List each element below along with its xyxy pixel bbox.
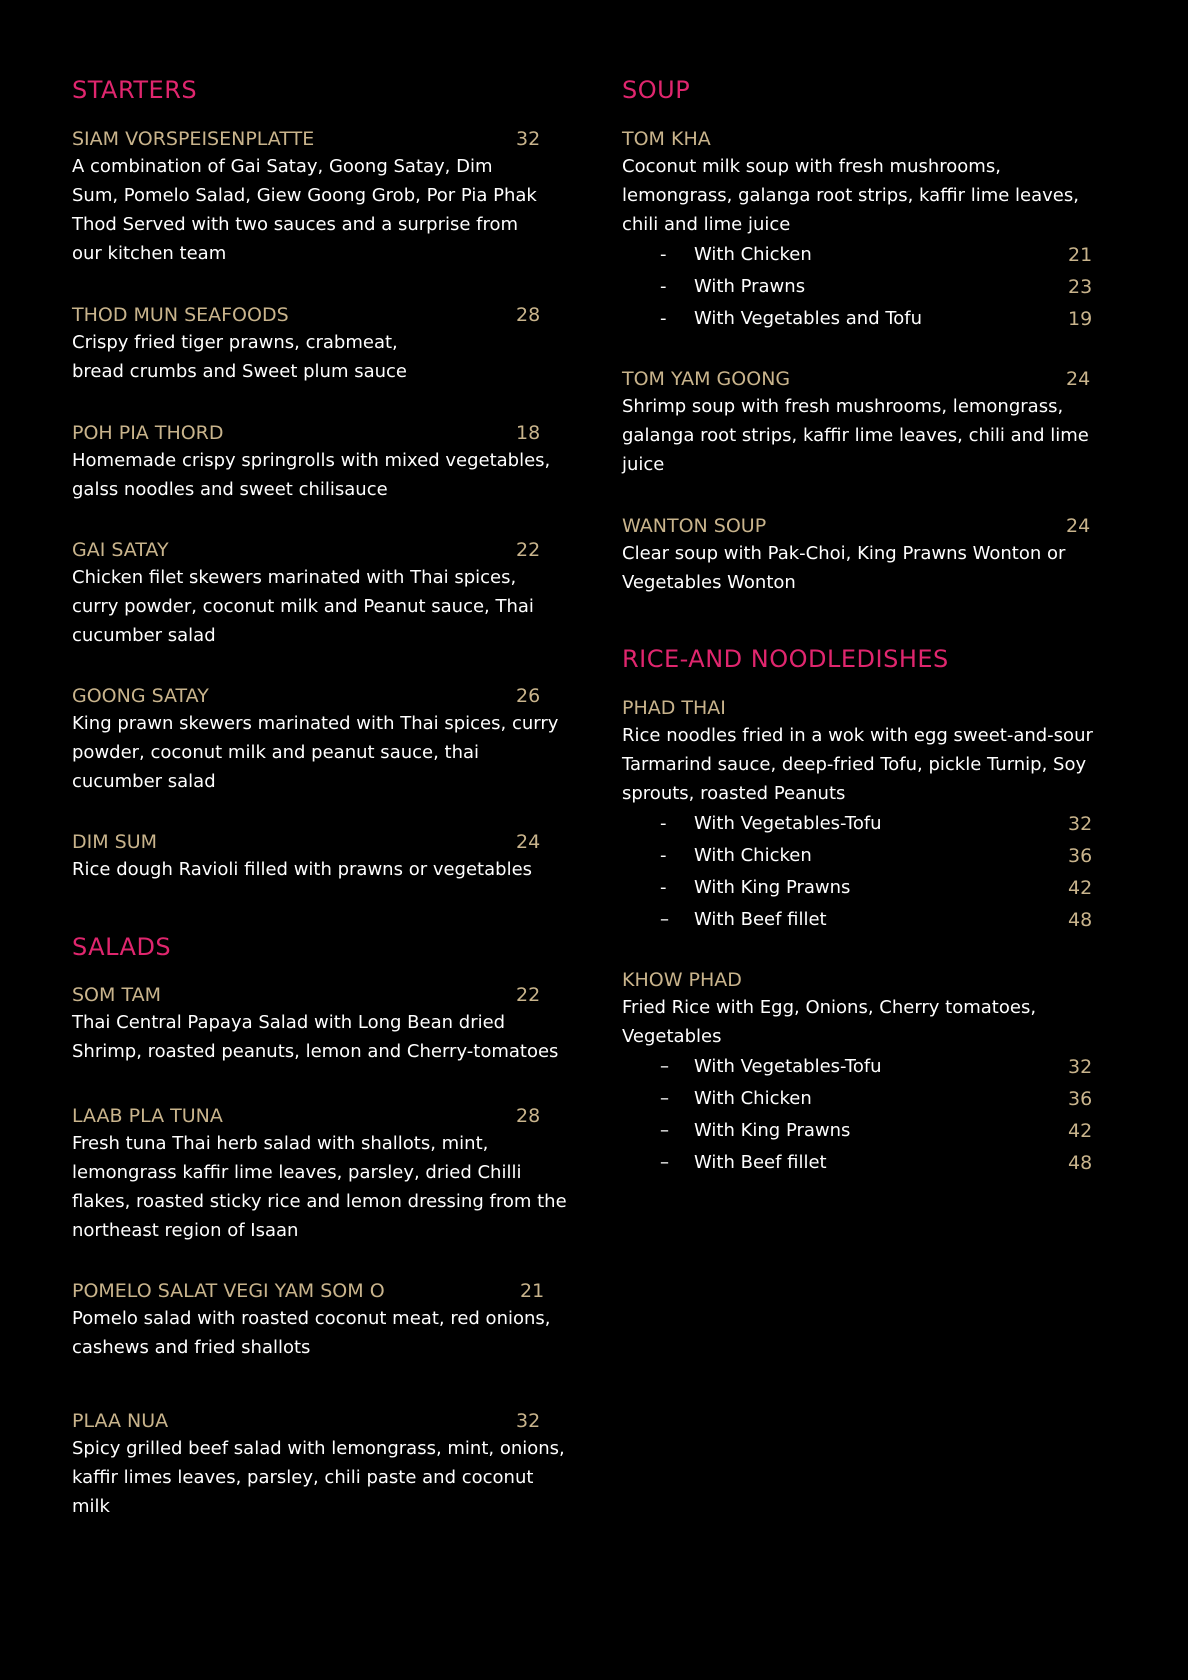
variant-row — [622, 303, 1102, 335]
variant-dash: - — [660, 845, 667, 866]
variant-price: 36 — [1068, 1088, 1093, 1110]
item-price: 18 — [516, 422, 541, 444]
menu-item — [72, 829, 572, 884]
variant-dash: - — [660, 813, 667, 834]
variant-label: With Vegetables-Tofu — [694, 1056, 882, 1077]
item-description: Rice dough Ravioli filled with prawns or vegetables — [72, 859, 533, 880]
item-name: SOM TAM — [72, 984, 161, 1006]
menu-item — [72, 420, 572, 504]
menu-item — [72, 302, 572, 386]
item-name: GAI SATAY — [72, 539, 169, 561]
item-price: 22 — [516, 984, 541, 1006]
menu-item — [72, 126, 572, 268]
item-name: WANTON SOUP — [622, 515, 767, 537]
item-description: Spicy grilled beef salad with lemongrass, mint, onions, kaffir limes leaves, parsley, chili paste and coconut milk — [72, 1438, 565, 1517]
variant-label: With Chicken — [694, 1088, 812, 1109]
item-description: Fresh tuna Thai herb salad with shallots, mint, lemongrass kaffir lime leaves, parsley, dried Chilli flakes, roasted sticky rice and lemon dressing from the northeast region of Isaan — [72, 1133, 567, 1241]
variant-row — [622, 271, 1102, 303]
variant-price: 32 — [1068, 813, 1093, 835]
variant-dash: – — [660, 1088, 669, 1109]
item-name: GOONG SATAY — [72, 685, 209, 707]
variant-row — [622, 1115, 1102, 1147]
item-price: 24 — [1066, 515, 1091, 537]
variant-row — [622, 1051, 1102, 1083]
variant-price: 23 — [1068, 276, 1093, 298]
item-price: 32 — [516, 1410, 541, 1432]
variant-dash: – — [660, 1056, 669, 1077]
item-description: A combination of Gai Satay, Goong Satay, Dim Sum, Pomelo Salad, Giew Goong Grob, Por Pia Phak Thod Served with two sauces and a surprise from our kitchen team — [72, 156, 537, 264]
variant-price: 42 — [1068, 877, 1093, 899]
variant-label: With Vegetables and Tofu — [694, 308, 923, 329]
menu-item — [72, 683, 572, 796]
variant-dash: – — [660, 909, 669, 930]
section-title-starters: STARTERS — [72, 76, 198, 104]
variant-price: 32 — [1068, 1056, 1093, 1078]
item-price: 24 — [516, 831, 541, 853]
variant-price: 36 — [1068, 845, 1093, 867]
item-name: TOM YAM GOONG — [622, 368, 791, 390]
variant-price: 48 — [1068, 909, 1093, 931]
variant-row — [622, 872, 1102, 904]
variant-price: 48 — [1068, 1152, 1093, 1174]
variant-dash: – — [660, 1152, 669, 1173]
item-name: PLAA NUA — [72, 1410, 169, 1432]
item-price: 24 — [1066, 368, 1091, 390]
item-description: Crispy fried tiger prawns, crabmeat, bread crumbs and Sweet plum sauce — [72, 332, 407, 382]
variant-row — [622, 239, 1102, 271]
item-description: Chicken filet skewers marinated with Thai spices, curry powder, coconut milk and Peanut sauce, Thai cucumber salad — [72, 567, 534, 646]
variant-dash: – — [660, 1120, 669, 1141]
item-description: Homemade crispy springrolls with mixed vegetables, galss noodles and sweet chilisauce — [72, 450, 551, 500]
variant-price: 21 — [1068, 244, 1093, 266]
variant-label: With Chicken — [694, 244, 812, 265]
menu-item — [72, 1408, 572, 1521]
item-name: POMELO SALAT VEGI YAM SOM O — [72, 1280, 385, 1302]
variant-price: 42 — [1068, 1120, 1093, 1142]
variant-label: With Beef fillet — [694, 1152, 827, 1173]
variant-label: With King Prawns — [694, 1120, 851, 1141]
section-title-rice-noodles: RICE-AND NOODLEDISHES — [622, 645, 949, 673]
item-name: LAAB PLA TUNA — [72, 1105, 223, 1127]
variant-row — [622, 808, 1102, 840]
item-price: 28 — [516, 1105, 541, 1127]
variant-row — [622, 904, 1102, 936]
item-description: Coconut milk soup with fresh mushrooms, lemongrass, galanga root strips, kaffir lime leaves, chili and lime juice — [622, 156, 1079, 235]
menu-item — [72, 537, 572, 650]
item-price: 32 — [516, 128, 541, 150]
item-name: POH PIA THORD — [72, 422, 224, 444]
variant-dash: - — [660, 276, 667, 297]
section-title-salads: SALADS — [72, 933, 172, 961]
variant-label: With Beef fillet — [694, 909, 827, 930]
item-description: King prawn skewers marinated with Thai spices, curry powder, coconut milk and peanut sauce, thai cucumber salad — [72, 713, 559, 792]
menu-item — [622, 967, 1102, 1179]
item-description: Thai Central Papaya Salad with Long Bean dried Shrimp, roasted peanuts, lemon and Cherry-tomatoes — [72, 1012, 559, 1062]
menu-item — [72, 1103, 572, 1245]
variant-dash: - — [660, 244, 667, 265]
item-name: DIM SUM — [72, 831, 158, 853]
menu-item — [72, 982, 572, 1066]
item-description: Shrimp soup with fresh mushrooms, lemongrass, galanga root strips, kaffir lime leaves, chili and lime juice — [622, 396, 1089, 475]
item-name: SIAM VORSPEISENPLATTE — [72, 128, 315, 150]
variant-dash: - — [660, 308, 667, 329]
item-price: 26 — [516, 685, 541, 707]
variant-dash: - — [660, 877, 667, 898]
item-name: TOM KHA — [622, 128, 711, 150]
menu-item — [622, 366, 1102, 479]
menu-item — [622, 695, 1102, 936]
variant-label: With Prawns — [694, 276, 806, 297]
variant-label: With King Prawns — [694, 877, 851, 898]
menu-item — [72, 1278, 572, 1362]
item-description: Clear soup with Pak-Choi, King Prawns Wonton or Vegetables Wonton — [622, 543, 1066, 593]
item-description: Fried Rice with Egg, Onions, Cherry tomatoes, Vegetables — [622, 997, 1037, 1047]
section-title-soup: SOUP — [622, 76, 691, 104]
item-name: THOD MUN SEAFOODS — [72, 304, 289, 326]
menu-item — [622, 126, 1102, 335]
item-price: 28 — [516, 304, 541, 326]
item-name: KHOW PHAD — [622, 969, 742, 991]
menu-item — [622, 513, 1102, 597]
item-price: 22 — [516, 539, 541, 561]
variant-label: With Vegetables-Tofu — [694, 813, 882, 834]
variant-row — [622, 840, 1102, 872]
variant-price: 19 — [1068, 308, 1093, 330]
item-description: Pomelo salad with roasted coconut meat, red onions, cashews and fried shallots — [72, 1308, 551, 1358]
item-description: Rice noodles fried in a wok with egg sweet-and-sour Tarmarind sauce, deep-fried Tofu, pickle Turnip, Soy sprouts, roasted Peanuts — [622, 725, 1093, 804]
item-price: 21 — [520, 1280, 545, 1302]
variant-row — [622, 1147, 1102, 1179]
variant-label: With Chicken — [694, 845, 812, 866]
variant-row — [622, 1083, 1102, 1115]
item-name: PHAD THAI — [622, 697, 726, 719]
